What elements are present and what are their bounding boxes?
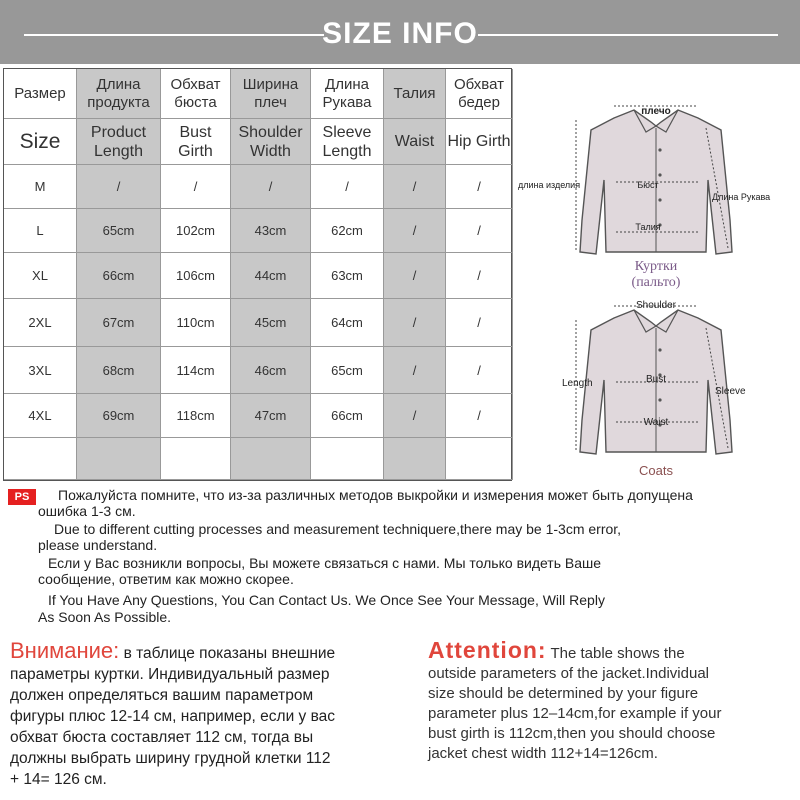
table-cell: / xyxy=(384,394,446,438)
table-cell: / xyxy=(446,209,513,253)
table-cell: / xyxy=(446,299,513,347)
table-header-en-6: Hip Girth xyxy=(446,119,513,165)
attention-ru-line6: должны выбрать ширину грудной клетки 112 xyxy=(10,750,331,767)
banner-title: SIZE INFO xyxy=(322,17,478,50)
diagram-waist-ru: Талия xyxy=(635,222,661,232)
attention-en-line6: jacket chest width 112+14=126cm. xyxy=(428,745,658,762)
attention-ru-line3: должен определяться вашим параметром xyxy=(10,687,314,704)
table-cell: / xyxy=(446,253,513,299)
table-size-cell: 4XL xyxy=(4,394,77,438)
table-cell: 106cm xyxy=(161,253,231,299)
size-table xyxy=(3,68,512,481)
table-header-ru-2: Обхват бюста xyxy=(161,69,231,119)
diagram-caption-en: Coats xyxy=(639,463,673,478)
diagram-length-ru: длина изделия xyxy=(518,180,581,190)
diagram-sleeve-en: Sleeve xyxy=(715,386,746,397)
table-cell: / xyxy=(446,165,513,209)
table-empty-cell xyxy=(446,438,513,480)
note-en-1a: Due to different cutting processes and measurement techniquere,there may be 1-3cm error, xyxy=(54,521,622,537)
table-cell: 66cm xyxy=(77,253,161,299)
ps-badge: PS xyxy=(8,489,36,505)
table-header-ru-3: Ширина плеч xyxy=(231,69,311,119)
attention-en-head: Attention: xyxy=(428,637,547,663)
diagram-sleeve-ru: Длина Рукава xyxy=(712,192,771,202)
table-header-ru-5: Талия xyxy=(384,69,446,119)
table-cell: / xyxy=(446,394,513,438)
attention-en-line4: parameter plus 12–14cm,for example if your xyxy=(428,705,722,722)
note-en-2b: As Soon As Possible. xyxy=(38,609,172,625)
table-size-cell: XL xyxy=(4,253,77,299)
table-empty-cell xyxy=(161,438,231,480)
table-cell: 44cm xyxy=(231,253,311,299)
diagram-caption-ru-1: Куртки xyxy=(634,259,678,274)
diagram-caption-ru-2: (пальто) xyxy=(631,275,681,290)
table-cell: 62cm xyxy=(311,209,384,253)
table-cell: / xyxy=(231,165,311,209)
table-header-ru-1: Длина продукта xyxy=(77,69,161,119)
table-size-cell: 2XL xyxy=(4,299,77,347)
table-cell: / xyxy=(311,165,384,209)
table-cell: 43cm xyxy=(231,209,311,253)
attention-en-line2: outside parameters of the jacket.Individual xyxy=(428,665,709,682)
table-empty-cell xyxy=(384,438,446,480)
attention-ru-line2: параметры куртки. Индивидуальный размер xyxy=(10,666,330,683)
table-empty-cell xyxy=(77,438,161,480)
table-empty-cell xyxy=(231,438,311,480)
attention-ru-line7: + 14= 126 см. xyxy=(10,771,107,788)
table-cell: 66cm xyxy=(311,394,384,438)
table-size-cell: 3XL xyxy=(4,347,77,394)
table-cell: / xyxy=(384,165,446,209)
attention-ru-line1: в таблице показаны внешние xyxy=(119,645,336,662)
table-cell: / xyxy=(161,165,231,209)
table-cell: / xyxy=(384,299,446,347)
table-header-en-4: Sleeve Length xyxy=(311,119,384,165)
table-empty-cell xyxy=(4,438,77,480)
note-ru-2b: сообщение, ответим как можно скорее. xyxy=(38,571,294,587)
table-cell: / xyxy=(384,209,446,253)
table-cell: 65cm xyxy=(311,347,384,394)
diagram-bust-ru: Бюст xyxy=(637,180,659,190)
table-cell: 114cm xyxy=(161,347,231,394)
note-en-1b: please understand. xyxy=(38,537,158,553)
attention-en xyxy=(428,637,798,764)
table-cell: 110cm xyxy=(161,299,231,347)
table-cell: 65cm xyxy=(77,209,161,253)
table-cell: / xyxy=(384,347,446,394)
table-cell: 45cm xyxy=(231,299,311,347)
table-cell: 47cm xyxy=(231,394,311,438)
note-ru-1a: Пожалуйста помните, что из-за различных методов выкройки и измерения может быть допущена xyxy=(58,487,693,503)
table-header-en-0: Size xyxy=(4,119,77,165)
table-header-en-3: Shoulder Width xyxy=(231,119,311,165)
attention-ru-line5: обхват бюста составляет 112 см, тогда вы xyxy=(10,729,314,746)
diagram-waist-en: Waist xyxy=(643,417,669,428)
table-size-cell: L xyxy=(4,209,77,253)
table-header-ru-6: Обхват бедер xyxy=(446,69,513,119)
table-cell: 69cm xyxy=(77,394,161,438)
table-header-ru-0: Размер xyxy=(4,69,77,119)
table-cell: 68cm xyxy=(77,347,161,394)
table-cell: 63cm xyxy=(311,253,384,299)
attention-ru-line4: фигуры плюс 12-14 см, например, если у вас xyxy=(10,708,336,725)
note-ru-1b: ошибка 1-3 см. xyxy=(38,503,136,519)
garment-diagram xyxy=(516,70,796,480)
attention-ru xyxy=(10,640,410,790)
attention-en-line1: The table shows the xyxy=(546,645,685,662)
table-cell: 64cm xyxy=(311,299,384,347)
table-cell: / xyxy=(384,253,446,299)
table-size-cell: M xyxy=(4,165,77,209)
diagram-length-en: Length xyxy=(562,378,593,389)
table-header-ru-4: Длина Рукава xyxy=(311,69,384,119)
table-cell: / xyxy=(77,165,161,209)
table-header-en-2: Bust Girth xyxy=(161,119,231,165)
note-ru-2a: Если у Вас возникли вопросы, Вы можете связаться с нами. Мы только видеть Ваше xyxy=(48,555,602,571)
diagram-bust-en: Bust xyxy=(645,374,667,385)
diagram-shoulder-en: Shoulder xyxy=(635,300,677,311)
table-cell: 102cm xyxy=(161,209,231,253)
note-en-2a: If You Have Any Questions, You Can Contact Us. We Once See Your Message, Will Reply xyxy=(48,592,605,608)
table-empty-cell xyxy=(311,438,384,480)
table-cell: 46cm xyxy=(231,347,311,394)
attention-en-line3: size should be determined by your figure xyxy=(428,685,699,702)
table-cell: 67cm xyxy=(77,299,161,347)
table-header-en-5: Waist xyxy=(384,119,446,165)
attention-ru-head: Внимание: xyxy=(10,638,120,663)
attention-en-line5: bust girth is 112cm,then you should choose xyxy=(428,725,716,742)
size-info-banner xyxy=(0,0,800,64)
table-header-en-1: Product Length xyxy=(77,119,161,165)
table-cell: 118cm xyxy=(161,394,231,438)
table-cell: / xyxy=(446,347,513,394)
diagram-shoulder-ru: плечо xyxy=(641,106,671,117)
